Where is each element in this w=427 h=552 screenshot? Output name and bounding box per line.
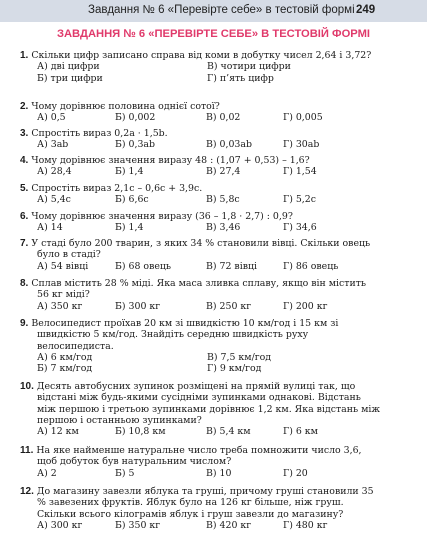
answer-g: Г) 5,2c [283, 194, 317, 206]
answer-g: Г) п’ять цифр [207, 72, 274, 84]
question-body: Чому дорівнює значення виразу 48 : (1,07 + 0,53) – 1,6? [31, 155, 310, 166]
question-text [20, 318, 380, 352]
question-number: 11. [20, 445, 34, 456]
question-body: Сплав містить 28 % міді. Яка маса зливка сплаву, якщо він містить 56 кг міді? [31, 278, 367, 301]
answer-row [20, 166, 380, 177]
answer-g: Г) 0,005 [283, 112, 323, 124]
question-11 [20, 445, 380, 479]
question-text [20, 238, 380, 261]
answer-row [20, 61, 380, 72]
question-number: 3. [20, 128, 29, 139]
question-number: 5. [20, 183, 29, 194]
answer-v: В) чотири цифри [207, 61, 291, 73]
question-body: Чому дорівнює половина однієї сотої? [31, 101, 220, 112]
question-7 [20, 238, 380, 272]
question-body: Скільки цифр записано справа від коми в добутку чисел 2,64 і 3,72? [31, 50, 372, 61]
answer-row [20, 112, 380, 123]
question-text [20, 278, 380, 301]
question-9 [20, 318, 380, 374]
answer-g: Г) 480 кг [283, 519, 328, 531]
question-number: 4. [20, 155, 29, 166]
answer-g: Г) 1,54 [283, 166, 317, 178]
question-text [20, 50, 380, 61]
answer-v: В) 0,02 [206, 112, 241, 124]
answer-b: Б) 1,4 [115, 222, 144, 234]
answer-b: Б) 7 км/год [37, 363, 93, 375]
answer-b: Б) 5 [115, 467, 135, 479]
answer-a: А) дві цифри [37, 61, 100, 73]
question-1 [20, 50, 380, 84]
answer-row [20, 520, 380, 531]
question-body: До магазину завезли яблука та груші, причому груші становили 35 % завезених фруктів. Яблук було на 126 кг більше, ніж груш. Скільки всього кілограмів яблук і груш завезли до магазину? [36, 486, 374, 520]
question-10 [20, 381, 380, 437]
question-text [20, 486, 380, 520]
answer-a: А) 28,4 [37, 166, 72, 178]
answer-g: Г) 200 кг [283, 300, 328, 312]
answer-row [20, 73, 380, 84]
answer-a: А) 0,5 [37, 112, 66, 124]
answer-a: А) 5,4c [37, 194, 71, 206]
question-12 [20, 486, 380, 531]
answer-row [20, 194, 380, 205]
answer-v: В) 72 вівці [206, 260, 258, 272]
answer-a: А) 6 км/год [37, 351, 93, 363]
answer-b: Б) три цифри [37, 72, 103, 84]
answer-b: Б) 1,4 [115, 166, 144, 178]
section-title: ЗАВДАННЯ № 6 «ПЕРЕВІРТЕ СЕБЕ» В ТЕСТОВІЙ ФОРМІ [56, 28, 371, 40]
answer-g: Г) 6 км [283, 426, 318, 438]
question-text [20, 211, 380, 222]
page-header [0, 0, 427, 22]
question-2 [20, 101, 380, 124]
answer-row [20, 139, 380, 150]
question-text [20, 155, 380, 166]
answer-v: В) 3,46 [206, 222, 241, 234]
answer-v: В) 10 [206, 467, 232, 479]
answer-b: Б) 350 кг [115, 519, 161, 531]
question-body: Десять автобусних зупинок розміщені на прямій вулиці так, що відстані між будь-якими сусідніми зупинками однакові. Відстань між першою і третьою зупинками дорівнює 1,2 км. Яка відстань між першою і останньою зупинками? [36, 381, 380, 426]
answer-b: Б) 10,8 км [115, 426, 166, 438]
answer-v: В) 27,4 [206, 166, 241, 178]
question-number: 7. [20, 238, 29, 249]
question-text [20, 183, 380, 194]
answer-a: А) 300 кг [37, 519, 83, 531]
question-body: На яке найменше натуральне число треба помножити число 3,6, щоб добуток був натуральним числом? [36, 445, 362, 468]
question-body: Велосипедист проїхав 20 км зі швидкістю 10 км/год і 15 км зі швидкістю 5 км/год. Знайдіть середню швидкість руху велосипедиста. [31, 318, 339, 352]
question-body: Спростіть вираз 0,2a · 1,5b. [31, 128, 168, 139]
question-text [20, 445, 380, 468]
question-number: 8. [20, 278, 29, 289]
answer-row [20, 261, 380, 272]
answer-a: А) 3ab [37, 139, 69, 151]
answer-a: А) 350 кг [37, 300, 83, 312]
answer-v: В) 5,4 км [206, 426, 251, 438]
answer-g: Г) 86 овець [283, 260, 339, 272]
answer-b: Б) 300 кг [115, 300, 161, 312]
question-3 [20, 128, 380, 151]
answer-v: В) 5,8c [206, 194, 240, 206]
answer-row [20, 363, 380, 374]
question-8 [20, 278, 380, 312]
answer-v: В) 420 кг [206, 519, 252, 531]
question-body: У стаді було 200 тварин, з яких 34 % становили вівці. Скільки овець було в стаді? [31, 238, 371, 261]
question-text [20, 101, 380, 112]
answer-row [20, 352, 380, 363]
question-number: 12. [20, 486, 34, 497]
answer-g: Г) 30ab [283, 139, 320, 151]
answer-row [20, 426, 380, 437]
question-number: 9. [20, 318, 29, 329]
answer-b: Б) 0,3ab [115, 139, 156, 151]
answer-v: В) 250 кг [206, 300, 252, 312]
page-number: 249 [356, 4, 376, 16]
answer-row [20, 222, 380, 233]
answer-b: Б) 68 овець [115, 260, 172, 272]
question-number: 2. [20, 101, 29, 112]
answer-row [20, 468, 380, 479]
answer-a: А) 2 [37, 467, 57, 479]
question-text [20, 381, 380, 426]
answer-g: Г) 20 [283, 467, 308, 479]
question-text [20, 128, 380, 139]
answer-v: В) 0,03ab [206, 139, 252, 151]
question-body: Спростіть вираз 2,1c – 0,6c + 3,9c. [31, 183, 203, 194]
answer-a: А) 54 вівці [37, 260, 89, 272]
question-body: Чому дорівнює значення виразу (36 – 1,8 · 2,7) : 0,9? [31, 211, 293, 222]
answer-g: Г) 34,6 [283, 222, 317, 234]
answer-a: А) 14 [37, 222, 63, 234]
question-number: 6. [20, 211, 29, 222]
question-number: 1. [20, 50, 29, 61]
header-title: Завдання № 6 «Перевірте себе» в тестовій формі [88, 4, 355, 16]
question-4 [20, 155, 380, 178]
answer-b: Б) 0,002 [115, 112, 156, 124]
question-6 [20, 211, 380, 234]
answer-a: А) 12 км [37, 426, 79, 438]
question-5 [20, 183, 380, 206]
answer-v: В) 7,5 км/год [207, 351, 272, 363]
answer-g: Г) 9 км/год [207, 363, 262, 375]
answer-b: Б) 6,6c [115, 194, 149, 206]
answer-row [20, 301, 380, 312]
question-number: 10. [20, 381, 34, 392]
